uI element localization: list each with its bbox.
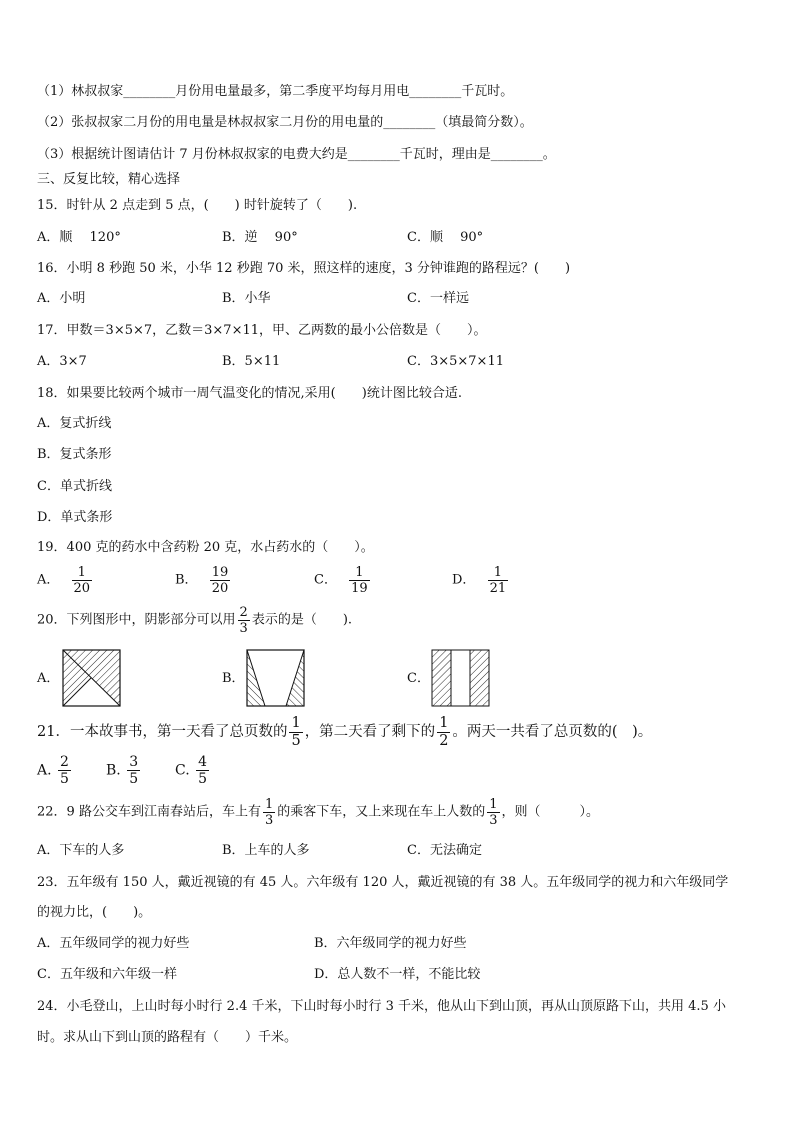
q19-c-num: 1: [349, 566, 370, 581]
q23-option-a: A．五年级同学的视力好些: [37, 936, 190, 951]
q22-option-a: A．下车的人多: [37, 843, 125, 858]
q14-sub3: （3）根据统计图请估计 7 月份林叔叔家的电费大约是________千瓦时，理由是________。: [37, 147, 556, 162]
q21-f1-num: 1: [291, 715, 301, 731]
q17-option-a: A．3×7: [37, 354, 87, 369]
q22-f1-den: 3: [264, 813, 274, 828]
q21-stem: [37, 716, 652, 748]
q21-stem-3: 。两天一共看了总页数的( )。: [452, 724, 653, 740]
q21-option-b: [106, 755, 142, 786]
q20-option-b-label: B．: [222, 671, 245, 686]
q20-stem-pre: 20．下列图形中，阴影部分可以用: [37, 612, 236, 628]
q21-fraction-1: [289, 716, 302, 748]
q23-stem-line2: 的视力比，( )。: [37, 905, 152, 920]
q22-stem: [37, 798, 599, 827]
q19-d-den: 21: [489, 581, 507, 596]
q22-f2-den: 3: [489, 813, 498, 828]
q21-c-den: 5: [198, 771, 208, 787]
q18-option-c: C．单式折线: [37, 479, 112, 494]
q22-option-b: B．上车的人多: [222, 843, 310, 858]
q21-option-c: [175, 755, 211, 786]
q20-den: 3: [239, 621, 248, 636]
q20-num: 2: [239, 605, 248, 620]
q19-d-label: D．: [452, 572, 476, 588]
q16-stem: 16．小明 8 秒跑 50 米，小华 12 秒跑 70 米，照这样的速度，3 分钟谁跑的路程远？( ): [37, 261, 571, 276]
q23-option-b: B．六年级同学的视力好些: [314, 936, 467, 951]
q22-stem-1: 22．9 路公交车到江南春站后，车上有: [37, 804, 261, 820]
q20-stem-post: 表示的是（ ).: [251, 612, 353, 628]
q19-b-den: 20: [211, 581, 229, 596]
q19-a-label: A．: [37, 572, 60, 588]
q15-option-c: C．顺 90°: [407, 230, 484, 245]
q22-option-c: C．无法确定: [407, 843, 482, 858]
q15-option-a: A．顺 120°: [37, 230, 121, 245]
section-heading: 三、反复比较，精心选择: [37, 172, 181, 187]
q18-stem: 18．如果要比较两个城市一周气温变化的情况,采用( )统计图比较合适.: [37, 386, 462, 401]
q19-a-num: 1: [72, 566, 93, 581]
q20-figure-a: [63, 650, 120, 706]
q22-fraction-2: [487, 798, 499, 827]
q21-stem-1: 21．一本故事书，第一天看了总页数的: [37, 724, 288, 740]
q19-a-den: 20: [73, 581, 91, 596]
q21-a-den: 5: [60, 771, 69, 787]
q20-figure-b: [247, 650, 304, 706]
q17-option-c: C．3×5×7×11: [407, 354, 504, 369]
q21-f1-den: 5: [291, 732, 301, 749]
q15-option-b: B．逆 90°: [222, 230, 298, 245]
q18-option-d: D．单式条形: [37, 510, 113, 525]
q22-f1-num: 1: [264, 797, 274, 812]
q21-b-fraction: [127, 755, 140, 786]
q21-c-fraction: [196, 755, 209, 786]
q21-f2-num: 1: [439, 715, 449, 731]
q22-stem-3: ，则（ ）。: [501, 804, 600, 820]
q14-sub1: （1）林叔叔家________月份用电量最多，第二季度平均每月用电________千瓦时。: [37, 84, 514, 99]
q21-a-label: A.: [37, 762, 52, 779]
q21-option-a: [37, 755, 73, 786]
q20-figure-c: [432, 650, 489, 706]
q22-f2-num: 1: [489, 797, 498, 812]
q21-c-num: 4: [198, 754, 208, 770]
q19-c-den: 19: [351, 581, 368, 596]
q24-stem-line1: 24．小毛登山，上山时每小时行 2.4 千米，下山时每小时行 3 千米，他从山下到山顶，再从山顶原路下山，共用 4.5 小: [37, 999, 726, 1014]
q16-option-b: B．小华: [222, 291, 271, 306]
q21-b-num: 3: [129, 754, 139, 770]
q21-fraction-2: [437, 716, 450, 748]
q19-stem: 19．400 克的药水中含药粉 20 克，水占药水的（ ）。: [37, 540, 374, 555]
q17-option-b: B．5×11: [222, 354, 281, 369]
q17-stem: 17．甲数＝3×5×7，乙数＝3×7×11，甲、乙两数的最小公倍数是（ ）。: [37, 323, 487, 338]
q20-option-a-label: A．: [37, 671, 60, 686]
q23-option-c: C．五年级和六年级一样: [37, 967, 177, 982]
q22-fraction-1: [263, 798, 275, 827]
q18-option-b: B．复式条形: [37, 447, 112, 462]
q24-stem-line2: 时。求从山下到山顶的路程有（ ）千米。: [37, 1030, 298, 1045]
q22-stem-2: 的乘客下车，又上来现在车上人数的: [277, 804, 486, 820]
q21-a-num: 2: [60, 754, 69, 770]
q18-option-a: A．复式折线: [37, 416, 112, 431]
q19-b-num: 19: [211, 565, 229, 580]
q21-c-label: C.: [175, 762, 190, 779]
q19-d-num: 1: [488, 566, 509, 581]
q21-stem-2: ，第二天看了剩下的: [304, 724, 436, 740]
q16-option-a: A．小明: [37, 291, 86, 306]
q21-f2-den: 2: [439, 732, 449, 749]
q21-a-fraction: [58, 755, 71, 786]
q23-option-d: D．总人数不一样，不能比较: [314, 967, 481, 982]
q14-sub2: （2）张叔叔家二月份的用电量是林叔叔家二月份的用电量的________（填最简分数）。: [37, 115, 533, 130]
q15-stem: 15．时针从 2 点走到 5 点，( ) 时针旋转了（ ).: [37, 198, 358, 213]
q16-option-c: C．一样远: [407, 291, 469, 306]
q21-b-den: 5: [129, 771, 139, 787]
q23-stem-line1: 23．五年级有 150 人，戴近视镜的有 45 人。六年级有 120 人，戴近视镜的有 38 人。五年级同学的视力和六年级同学: [37, 875, 729, 890]
q19-b-label: B．: [175, 572, 198, 588]
q21-b-label: B.: [106, 762, 121, 779]
q19-c-label: C．: [314, 572, 337, 588]
q20-option-c-label: C．: [407, 671, 430, 686]
